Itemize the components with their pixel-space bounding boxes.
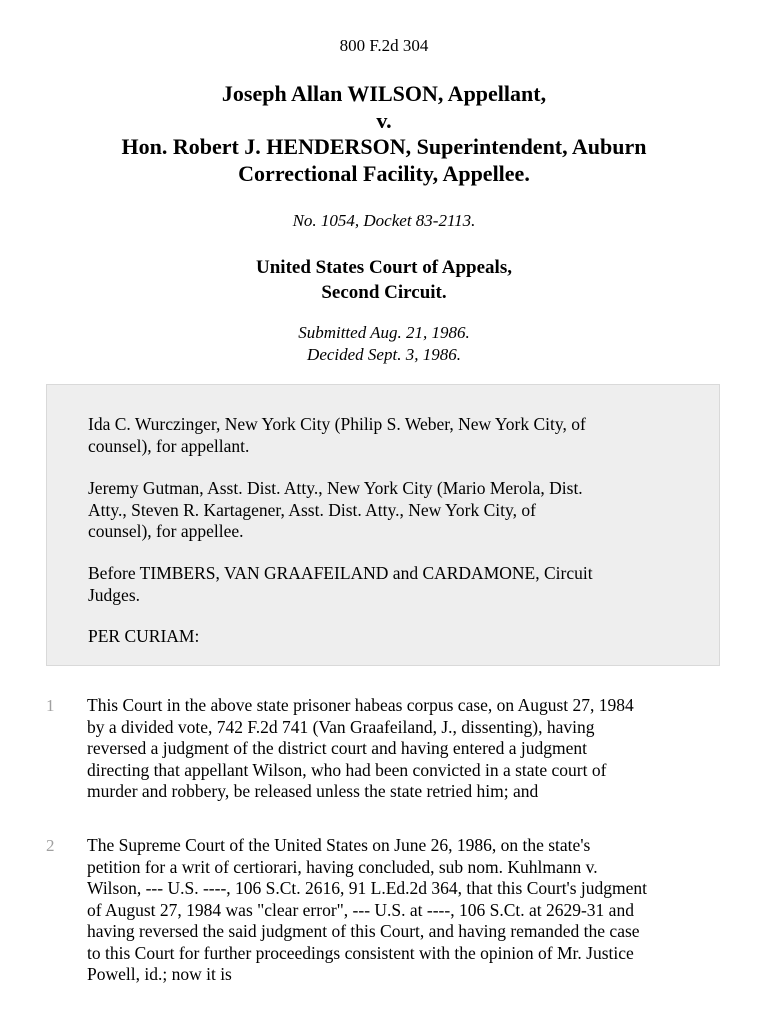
appellee-counsel <box>88 478 583 543</box>
paragraph-text <box>87 835 647 986</box>
paragraph-line: petition for a writ of certiorari, having concluded, sub nom. Kuhlmann v. <box>87 856 598 877</box>
counsel-box <box>46 384 720 666</box>
court-name-line-2: Second Circuit. <box>321 282 447 303</box>
docket-number: No. 1054, Docket 83-2113. <box>292 211 476 230</box>
paragraph-line: The Supreme Court of the United States on June 26, 1986, on the state's <box>87 835 591 855</box>
paragraph-line: directing that appellant Wilson, who had been convicted in a state court of <box>87 759 607 780</box>
court-name-line-1: United States Court of Appeals, <box>256 257 512 278</box>
paragraph-line: murder and robbery, be released unless the state retried him; and <box>87 781 539 801</box>
appellee-counsel-line: Atty., Steven R. Kartagener, Asst. Dist. Atty., New York City, of <box>88 499 536 520</box>
submitted-date: Submitted Aug. 21, 1986. <box>298 323 470 342</box>
paragraph-number: 1 <box>46 696 55 715</box>
citation: 800 F.2d 304 <box>339 36 429 55</box>
panel-judges-line: Before TIMBERS, VAN GRAAFEILAND and CARDAMONE, Circuit <box>88 563 593 583</box>
per-curiam-label: PER CURIAM: <box>88 626 200 646</box>
appellant-counsel-line: counsel), for appellant. <box>88 435 250 456</box>
panel-judges <box>88 563 593 606</box>
decided-date: Decided Sept. 3, 1986. <box>307 345 461 364</box>
appellant-counsel-line: Ida C. Wurczinger, New York City (Philip S. Weber, New York City, of <box>88 414 586 434</box>
paragraph-line: Wilson, --- U.S. ----, 106 S.Ct. 2616, 91 L.Ed.2d 364, that this Court's judgment <box>87 878 647 898</box>
appellee-party-line-2: Correctional Facility, Appellee. <box>238 160 530 186</box>
appellee-counsel-line: Jeremy Gutman, Asst. Dist. Atty., New York City (Mario Merola, Dist. <box>88 478 583 498</box>
paragraph-text <box>87 695 634 803</box>
case-title <box>40 81 728 187</box>
appellee-counsel-line: counsel), for appellee. <box>88 521 244 541</box>
paragraph-line: by a divided vote, 742 F.2d 741 (Van Graafeiland, J., dissenting), having <box>87 716 595 737</box>
appellant-party: Joseph Allan WILSON, Appellant, <box>221 81 547 106</box>
versus: v. <box>376 107 392 133</box>
paragraph-line: Powell, id.; now it is <box>87 964 232 984</box>
paragraph-number: 2 <box>46 836 55 855</box>
court-name <box>0 255 768 305</box>
case-dates <box>0 322 768 366</box>
panel-judges-line: Judges. <box>88 584 141 605</box>
paragraph-line: having reversed the said judgment of this Court, and having remanded the case <box>87 921 640 941</box>
paragraph-line: reversed a judgment of the district court and having entered a judgment <box>87 738 588 758</box>
appellant-counsel <box>88 414 586 457</box>
paragraph-line: to this Court for further proceedings consistent with the opinion of Mr. Justice <box>87 942 634 963</box>
appellee-party-line-1: Hon. Robert J. HENDERSON, Superintendent, Auburn <box>121 134 647 159</box>
paragraph-line: of August 27, 1984 was "clear error", --- U.S. at ----, 106 S.Ct. at 2629-31 and <box>87 899 634 920</box>
paragraph-line: This Court in the above state prisoner habeas corpus case, on August 27, 1984 <box>87 695 634 715</box>
